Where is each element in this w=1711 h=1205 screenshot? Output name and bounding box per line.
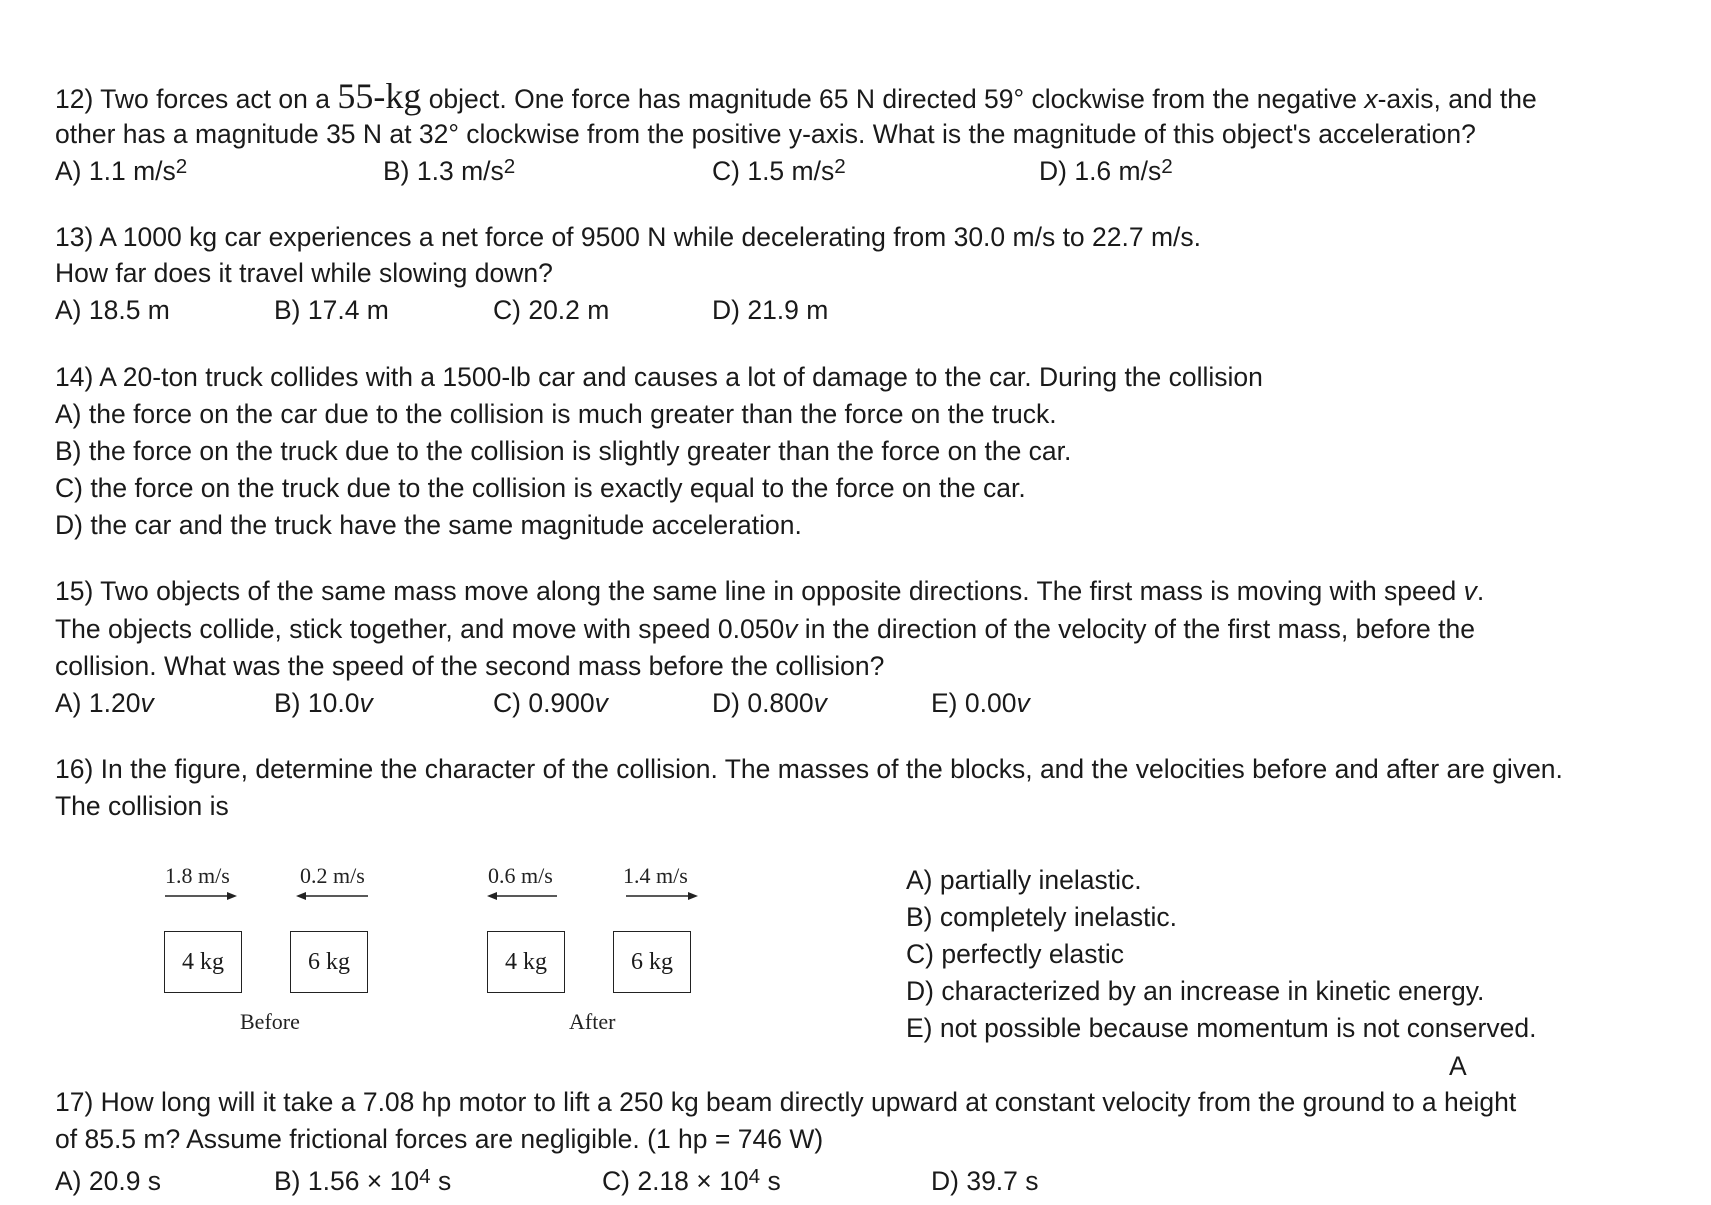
q17-option-c: C) $2.18 \times 10^4$ s [602, 1164, 781, 1196]
q16-line-2: The collision is [55, 791, 229, 821]
q16-option-e: E) not possible because momentum is not conserved. [906, 1013, 1537, 1043]
q16-option-c: C) perfectly elastic [906, 939, 1124, 969]
q12-option-d: D) 1.6 $m/s^2$ [1039, 154, 1173, 186]
q16-answer: A [1449, 1051, 1467, 1081]
before-block-2: 6 kg [290, 931, 368, 993]
before-velocity-1: 1.8 m/s [165, 863, 230, 888]
after-velocity-2: 1.4 m/s [623, 863, 688, 888]
q13-option-d: D) 21.9 m [712, 295, 829, 325]
arrow-right-icon [165, 890, 237, 902]
q14-line-1: 14) A 20-ton truck collides with a 1500-lb car and causes a lot of damage to the car. During the collision [55, 362, 1263, 392]
before-velocity-2: 0.2 m/s [300, 863, 365, 888]
q13-line-2: How far does it travel while slowing down? [55, 258, 553, 288]
q15-option-d: D) 0.800v [712, 688, 827, 718]
q14-option-d: D) the car and the truck have the same magnitude acceleration. [55, 510, 802, 540]
q16-option-b: B) completely inelastic. [906, 902, 1177, 932]
q12-option-a: A) 1.1 $m/s^2$ [55, 154, 188, 186]
q15-line-2: The objects collide, stick together, and move with speed 0.050v in the direction of the velocity of the first mass, before the [55, 614, 1475, 644]
q17-line-1: 17) How long will it take a 7.08 hp motor to lift a 250 kg beam directly upward at constant velocity from the ground to a height [55, 1087, 1517, 1117]
q13-option-a: A) 18.5 m [55, 295, 170, 325]
q14-option-c: C) the force on the truck due to the collision is exactly equal to the force on the car. [55, 473, 1026, 503]
q12-line-1: 12) Two forces act on a 55-kg object. One force has magnitude 65 N directed 59° clockwise from the negative x-axis, and the [55, 76, 1537, 116]
q13-option-b: B) 17.4 m [274, 295, 389, 325]
q12-option-b: B) 1.3 $m/s^2$ [383, 154, 516, 186]
q17-option-d: D) 39.7 s [931, 1166, 1039, 1196]
before-label: Before [240, 1009, 300, 1034]
q15-line-1: 15) Two objects of the same mass move along the same line in opposite directions. The first mass is moving with speed v. [55, 576, 1485, 606]
q14-option-b: B) the force on the truck due to the collision is slightly greater than the force on the car. [55, 436, 1072, 466]
q15-option-c: C) 0.900v [493, 688, 608, 718]
q17-option-b: B) $1.56 \times 10^4$ s [274, 1164, 452, 1196]
arrow-left-icon [487, 890, 557, 902]
after-velocity-1: 0.6 m/s [488, 863, 553, 888]
q13-option-c: C) 20.2 m [493, 295, 610, 325]
q13-line-1: 13) A 1000 kg car experiences a net force of 9500 N while decelerating from 30.0 m/s to 22.7 m/s. [55, 222, 1202, 252]
q17-line-2: of 85.5 m? Assume frictional forces are negligible. (1 hp = 746 W) [55, 1124, 824, 1154]
arrow-left-icon [296, 890, 368, 902]
q15-option-a: A) 1.20v [55, 688, 154, 718]
after-block-2: 6 kg [613, 931, 691, 993]
q15-line-3: collision. What was the speed of the second mass before the collision? [55, 651, 885, 681]
q14-option-a: A) the force on the car due to the collision is much greater than the force on the truck. [55, 399, 1057, 429]
q12-mass: 55-kg [337, 76, 422, 116]
q17-option-a: A) 20.9 s [55, 1166, 162, 1196]
before-block-1: 4 kg [164, 931, 242, 993]
q16-option-a: A) partially inelastic. [906, 865, 1142, 895]
q15-option-e: E) 0.00v [931, 688, 1030, 718]
q12-line-2: other has a magnitude 35 N at 32° clockwise from the positive y-axis. What is the magnitude of this object's acceleration? [55, 119, 1476, 149]
q12-option-c: C) 1.5 $m/s^2$ [712, 154, 846, 186]
q16-option-d: D) characterized by an increase in kinetic energy. [906, 976, 1485, 1006]
q15-option-b: B) 10.0v [274, 688, 373, 718]
after-label: After [569, 1009, 616, 1034]
arrow-right-icon [626, 890, 698, 902]
after-block-1: 4 kg [487, 931, 565, 993]
q16-line-1: 16) In the figure, determine the character of the collision. The masses of the blocks, and the velocities before and after are given. [55, 754, 1563, 784]
